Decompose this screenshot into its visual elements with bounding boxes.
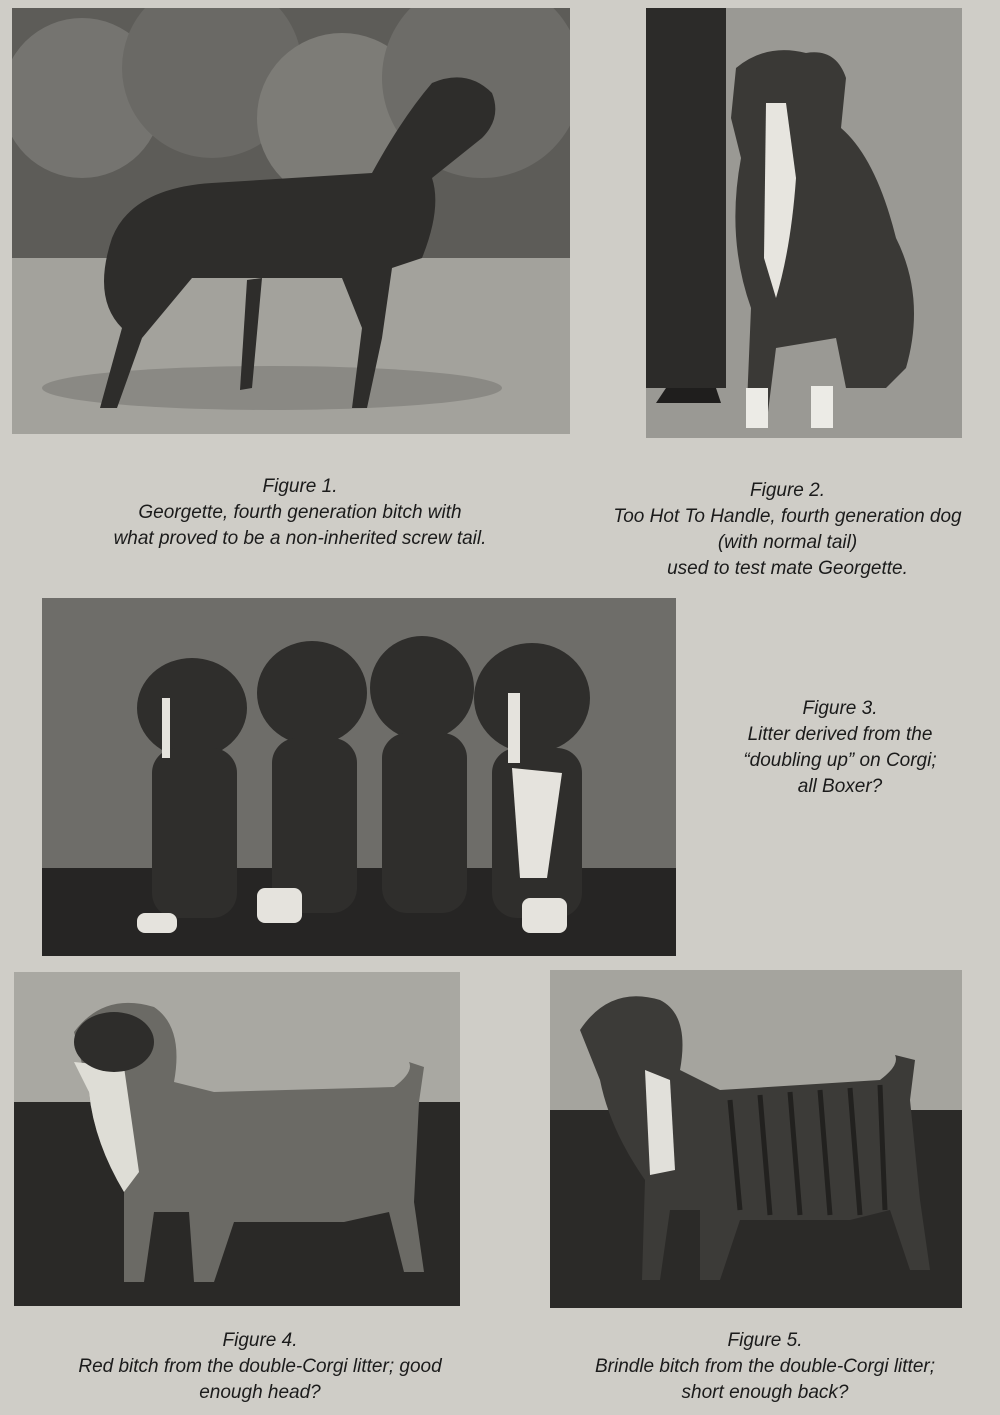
photo-red-bitch <box>14 972 460 1306</box>
photo-litter <box>42 598 676 956</box>
figure-5-caption <box>540 1328 990 1406</box>
photo-brindle-bitch <box>550 970 962 1308</box>
figure-2-text-line-3: used to test mate Georgette. <box>667 558 908 579</box>
standing-dog-photo-icon <box>12 8 570 434</box>
four-puppies-photo-icon <box>42 598 676 956</box>
figure-4-text-line-1: Red bitch from the double-Corgi litter; good <box>78 1356 442 1377</box>
figure-3-text-line-2: “doubling up” on Corgi; <box>743 750 937 771</box>
photo-georgette <box>12 8 570 434</box>
figure-1-caption <box>40 474 560 552</box>
figure-3-text-line-3: all Boxer? <box>797 776 883 797</box>
figure-5-text-line-1: Brindle bitch from the double-Corgi litter; <box>594 1356 936 1377</box>
figure-4-text-line-2: enough head? <box>199 1382 321 1403</box>
figure-2-label: Figure 2. <box>750 480 825 501</box>
figure-1-text-line-1: Georgette, fourth generation bitch with <box>138 502 462 523</box>
figure-2-text-line-2: (with normal tail) <box>717 532 858 553</box>
figure-3-label: Figure 3. <box>802 698 878 719</box>
sitting-dog-photo-icon <box>646 8 962 438</box>
figure-5-text-line-2: short enough back? <box>681 1382 849 1403</box>
photo-too-hot-to-handle <box>646 8 962 438</box>
figure-4-label: Figure 4. <box>222 1330 298 1351</box>
figure-3-caption <box>700 696 980 800</box>
figure-1-label: Figure 1. <box>262 476 338 497</box>
red-puppy-photo-icon <box>14 972 460 1306</box>
figure-2-text-line-1: Too Hot To Handle, fourth generation dog <box>613 506 962 527</box>
brindle-puppy-photo-icon <box>550 970 962 1308</box>
figure-4-caption <box>10 1328 510 1406</box>
figure-3-text-line-1: Litter derived from the <box>747 724 933 745</box>
figure-2-caption <box>580 478 995 582</box>
figure-5-label: Figure 5. <box>727 1330 803 1351</box>
figure-1-text-line-2: what proved to be a non-inherited screw tail. <box>113 528 487 549</box>
